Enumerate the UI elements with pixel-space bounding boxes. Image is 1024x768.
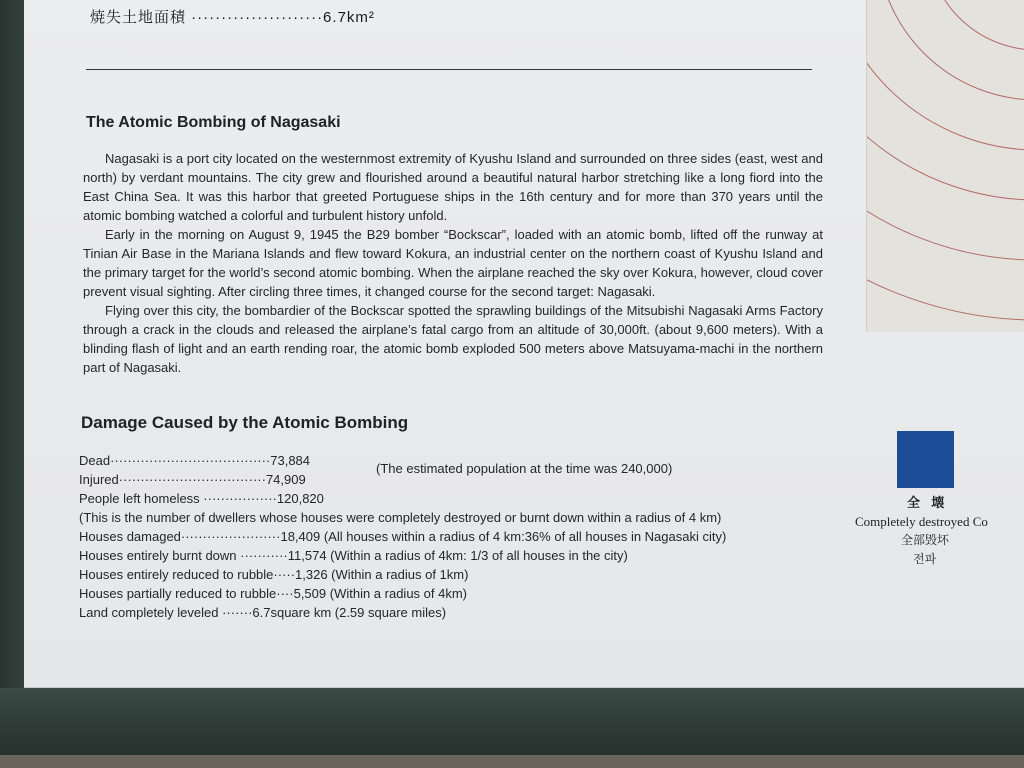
legend-en-cutoff: Co — [972, 514, 988, 529]
ground-strip — [0, 755, 1024, 768]
jp-area-line: 焼失土地面積 ······················6.7km² — [90, 9, 375, 26]
population-estimate-note: (The estimated population at the time was 240,000) — [376, 461, 673, 476]
article-paragraph: Early in the morning on August 9, 1945 the B29 bomber “Bockscar”, loaded with an atomic bomb, lifted off the runway at Tinian Air Base in the Mariana Islands and flew toward Kokura, an industrial center on the northern coast of Kyushu Island and the primary target for the world’s second atomic bombing. When the airplane reached the sky over Kokura, however, cloud cover prevent visual sighting. After circling three times, it changed course for the second target: Nagasaki. — [83, 227, 823, 299]
article-title: The Atomic Bombing of Nagasaki — [86, 114, 341, 131]
stat-partial-rubble: Houses partially reduced to rubble····5,509 (Within a radius of 4km) — [79, 586, 468, 601]
stat-dead: Dead·····································73,884 — [79, 453, 311, 468]
legend-en-label: Completely destroyed — [855, 514, 970, 529]
article-paragraph: Nagasaki is a port city located on the westernmost extremity of Kyushu Island and surrounded on three sides (east, west and north) by verdant mountains. The city grew and flourished around a beautiful natural harbor stretching like a long fiord into the East China Sea. It was this harbor that greeted Portuguese ships in the 16th century and for more than 370 years until the atomic bombing watched a colorful and turbulent history unfold. — [83, 151, 823, 223]
sign-frame-left — [0, 0, 26, 700]
stat-homeless-note: (This is the number of dwellers whose houses were completely destroyed or burnt down within a radius of 4 km) — [79, 510, 722, 525]
stat-houses-damaged: Houses damaged·······················18,409 (All houses within a radius of 4 km:36% of all houses in Nagasaki city) — [79, 529, 727, 544]
stat-homeless: People left homeless ·················120,820 — [79, 491, 324, 506]
casualty-block — [79, 451, 839, 489]
legend-jp-label: 全 壊 — [907, 495, 949, 510]
legend-zh-label: 全部毁坏 — [901, 533, 950, 547]
legend-ko-label: 전파 — [913, 552, 937, 566]
article-paragraph: Flying over this city, the bombardier of the Bockscar spotted the sprawling buildings of the Mitsubishi Nagasaki Arms Factory through a crack in the clouds and released the airplane’s fatal cargo from an altitude of 30,000ft. (about 9,600 meters). With a blinding flash of light and an earth rending roar, the atomic bomb exploded 500 meters above Matsuyama-machi in the northern part of Nagasaki. — [83, 303, 823, 375]
radius-rings-graphic — [867, 0, 1024, 332]
stat-burnt-down: Houses entirely burnt down ···········11,574 (Within a radius of 4km: 1/3 of all houses in the city) — [79, 548, 628, 563]
divider-rule — [86, 69, 812, 70]
article-body — [83, 149, 823, 377]
legend-en-row — [855, 512, 1024, 531]
stat-rubble: Houses entirely reduced to rubble·····1,326 (Within a radius of 1km) — [79, 567, 469, 582]
stat-land-leveled: Land completely leveled ·······6.7square km (2.59 square miles) — [79, 605, 447, 620]
legend-labels — [855, 493, 1024, 569]
damage-stats — [79, 451, 839, 622]
legend-swatch — [897, 431, 954, 488]
damage-title: Damage Caused by the Atomic Bombing — [81, 413, 409, 432]
map-inset — [866, 0, 1024, 332]
stat-injured: Injured··································74,909 — [79, 472, 306, 487]
